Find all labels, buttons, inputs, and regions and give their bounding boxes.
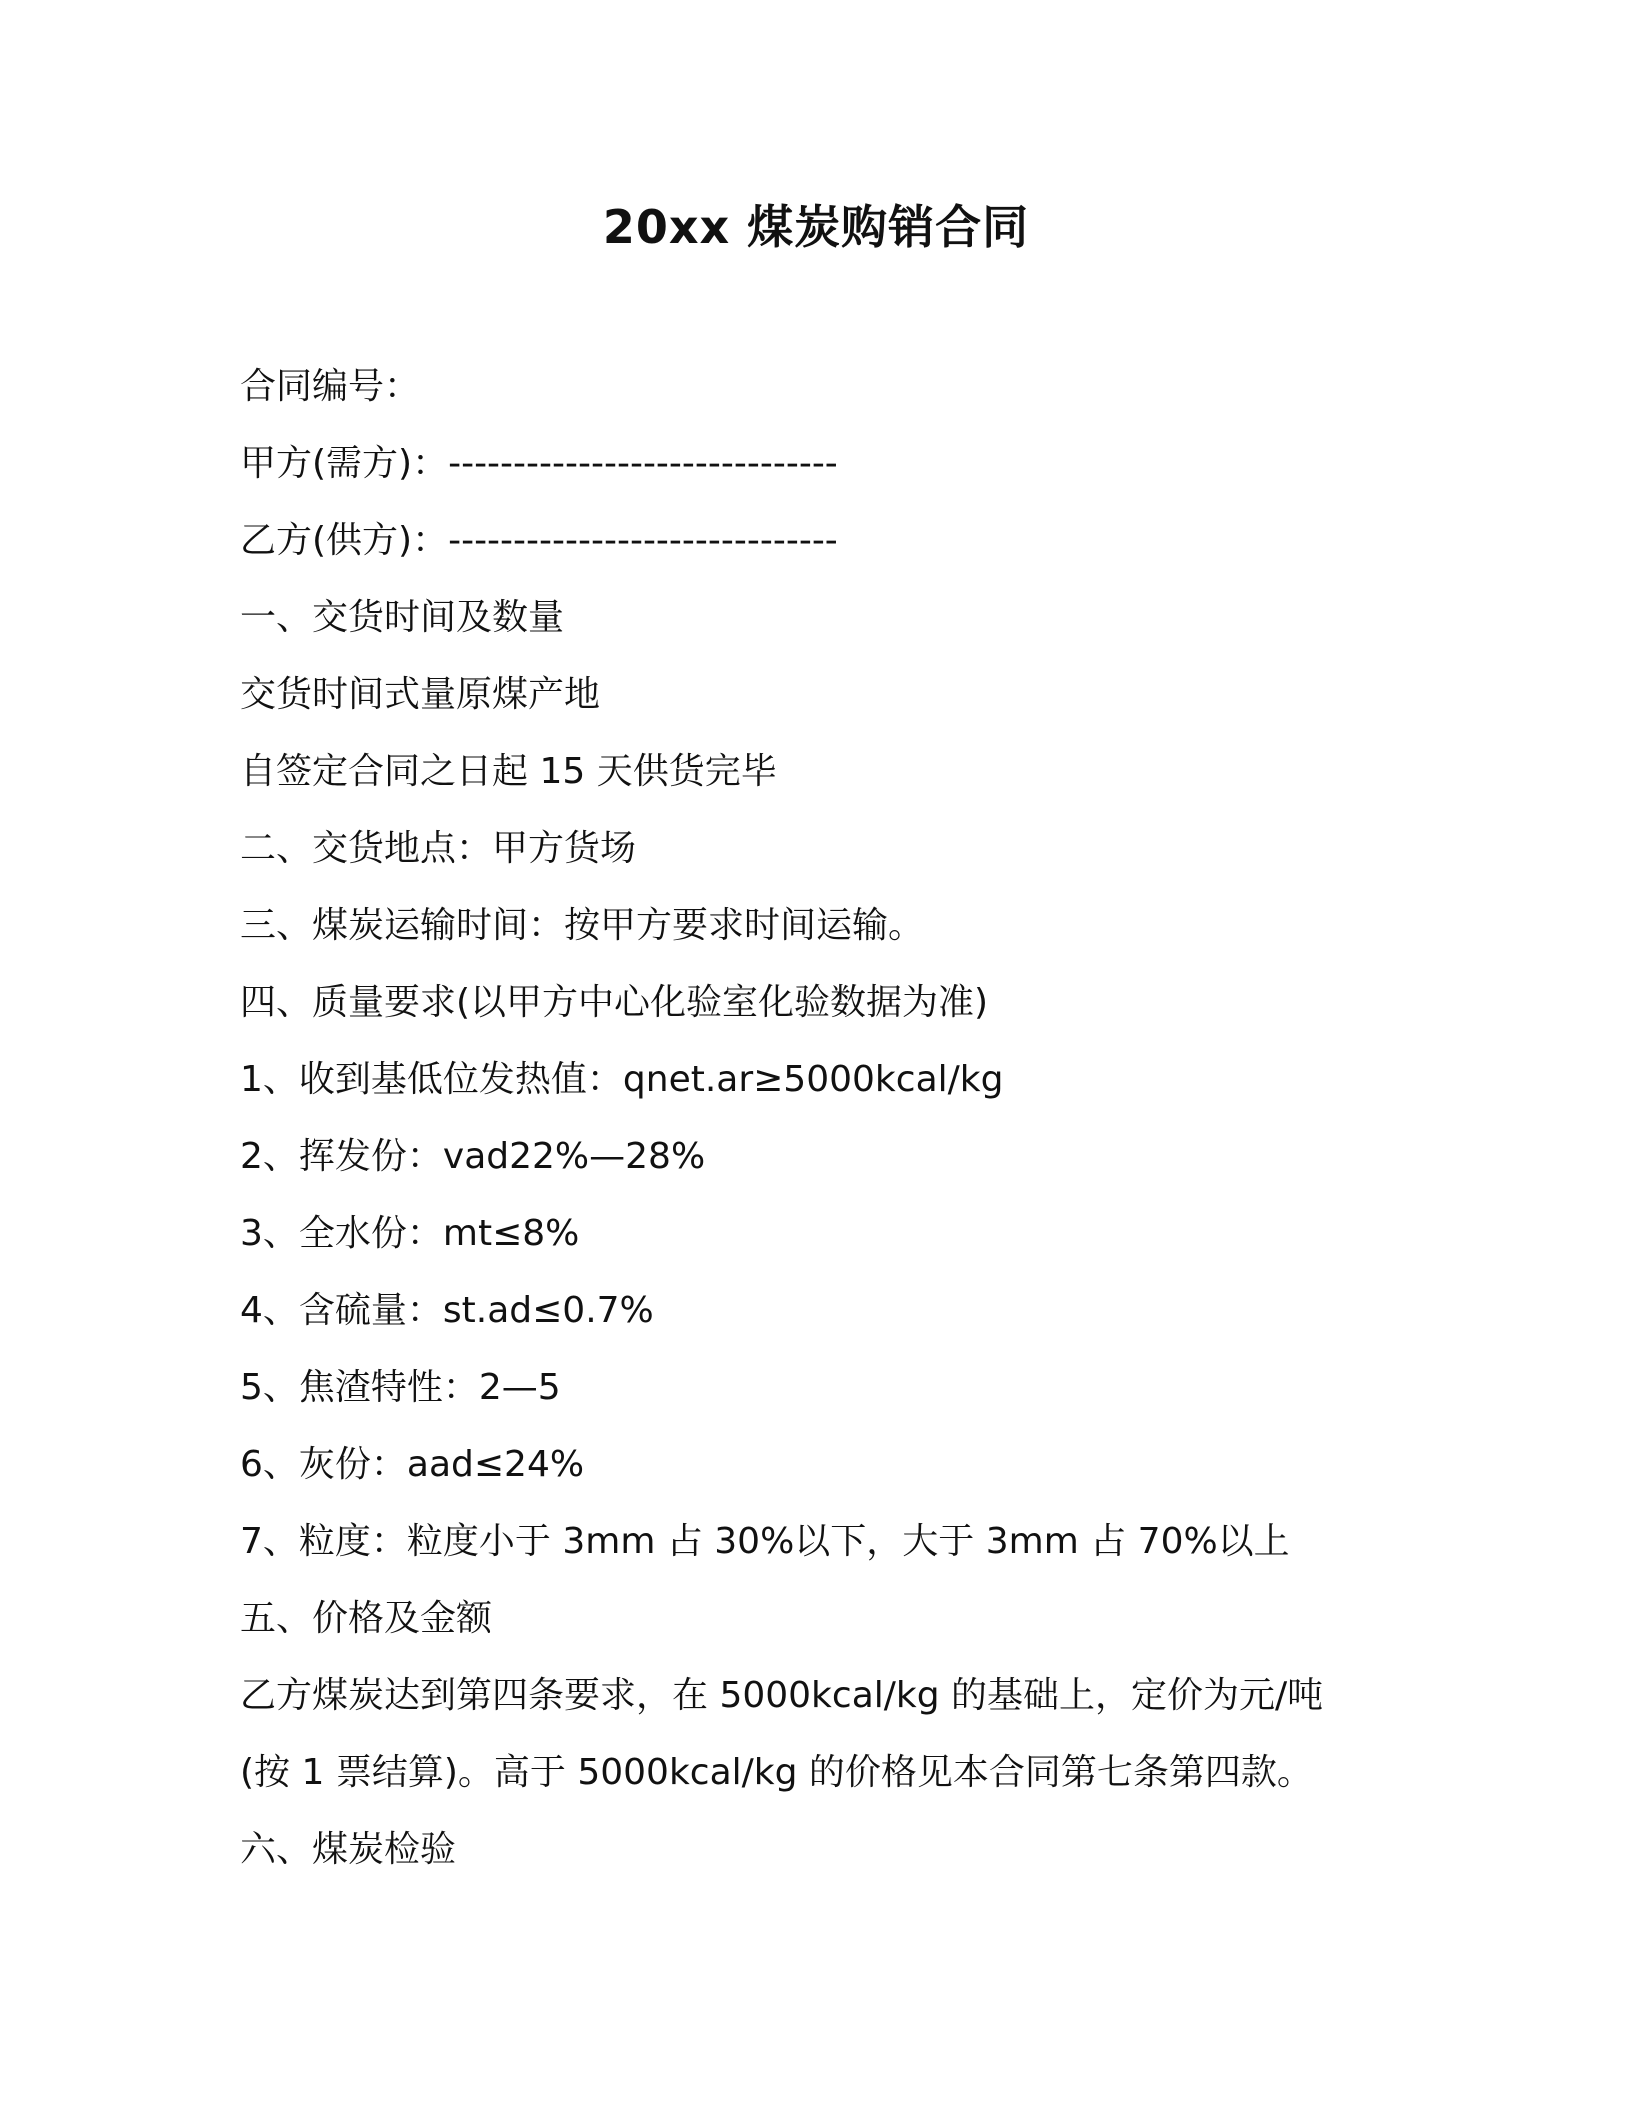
paragraph-line: 乙方煤炭达到第四条要求，在 5000kcal/kg 的基础上，定价为元/吨	[240, 1675, 1324, 1716]
document-body	[240, 360, 1400, 1900]
quality-item: 1、收到基低位发热值：qnet.ar≥5000kcal/kg	[240, 1059, 1004, 1100]
quality-item: 3、全水份：mt≤8%	[240, 1213, 580, 1254]
section-heading-1: 一、交货时间及数量	[240, 597, 565, 638]
section-heading-2: 二、交货地点：甲方货场	[240, 828, 637, 869]
party-b-line: 乙方(供方)：------------------------------	[240, 520, 838, 561]
paragraph-line: 自签定合同之日起 15 天供货完毕	[240, 751, 777, 792]
quality-item: 4、含硫量：st.ad≤0.7%	[240, 1290, 654, 1331]
quality-item: 6、灰份：aad≤24%	[240, 1444, 585, 1485]
document-title: 20xx 煤炭购销合同	[602, 200, 1030, 254]
quality-item: 2、挥发份：vad22%—28%	[240, 1136, 706, 1177]
paragraph-line: (按 1 票结算)。高于 5000kcal/kg 的价格见本合同第七条第四款。	[240, 1752, 1313, 1793]
section-heading-3: 三、煤炭运输时间：按甲方要求时间运输。	[240, 905, 925, 946]
quality-item: 7、粒度：粒度小于 3mm 占 30%以下，大于 3mm 占 70%以上	[240, 1521, 1290, 1562]
party-a-line: 甲方(需方)：------------------------------	[240, 443, 838, 484]
contract-number-line: 合同编号：	[240, 366, 421, 407]
quality-item: 5、焦渣特性：2—5	[240, 1367, 561, 1408]
paragraph-line: 交货时间式量原煤产地	[240, 674, 601, 715]
section-heading-5: 五、价格及金额	[240, 1598, 493, 1639]
section-heading-4: 四、质量要求(以甲方中心化验室化验数据为准)	[240, 982, 989, 1023]
section-heading-6: 六、煤炭检验	[240, 1829, 457, 1870]
